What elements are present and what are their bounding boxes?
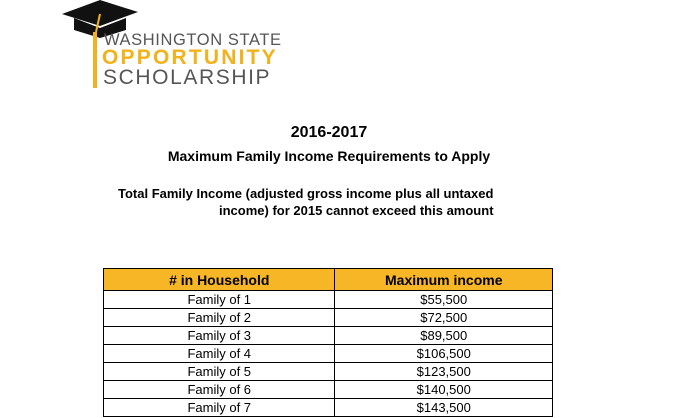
income-note-line-2: income) for 2015 cannot exceed this amount xyxy=(219,203,494,218)
header-household: # in Household xyxy=(104,269,335,291)
household-cell: Family of 4 xyxy=(104,345,335,363)
table-row xyxy=(104,309,553,327)
income-cell: $89,500 xyxy=(335,327,553,345)
household-cell: Family of 3 xyxy=(104,327,335,345)
household-cell: Family of 1 xyxy=(104,291,335,309)
page-subtitle: Maximum Family Income Requirements to Apply xyxy=(167,148,491,164)
page-year-title: 2016-2017 xyxy=(290,124,368,141)
header-maximum-income: Maximum income xyxy=(335,269,553,291)
table-row xyxy=(104,399,553,417)
income-note xyxy=(118,185,588,219)
logo-line-scholarship: SCHOLARSHIP xyxy=(103,66,272,89)
income-cell: $123,500 xyxy=(335,363,553,381)
income-cell: $143,500 xyxy=(335,399,553,417)
household-cell: Family of 2 xyxy=(104,309,335,327)
income-cell: $72,500 xyxy=(335,309,553,327)
income-cell: $55,500 xyxy=(335,291,553,309)
table-row xyxy=(104,381,553,399)
income-cell: $140,500 xyxy=(335,381,553,399)
table-row xyxy=(104,363,553,381)
logo-accent-bar xyxy=(93,32,97,88)
income-cell: $106,500 xyxy=(335,345,553,363)
logo-line-opportunity: OPPORTUNITY xyxy=(102,46,278,69)
household-cell: Family of 5 xyxy=(104,363,335,381)
household-cell: Family of 7 xyxy=(104,399,335,417)
table-row xyxy=(104,291,553,309)
household-cell: Family of 6 xyxy=(104,381,335,399)
logo-line-washington-state: WASHINGTON STATE xyxy=(104,31,282,49)
table-row xyxy=(104,345,553,363)
table-header-row xyxy=(104,269,553,291)
wsos-logo xyxy=(60,0,300,95)
income-note-line-1: Total Family Income (adjusted gross income plus all untaxed xyxy=(118,186,494,201)
income-table xyxy=(103,268,553,417)
table-row xyxy=(104,327,553,345)
